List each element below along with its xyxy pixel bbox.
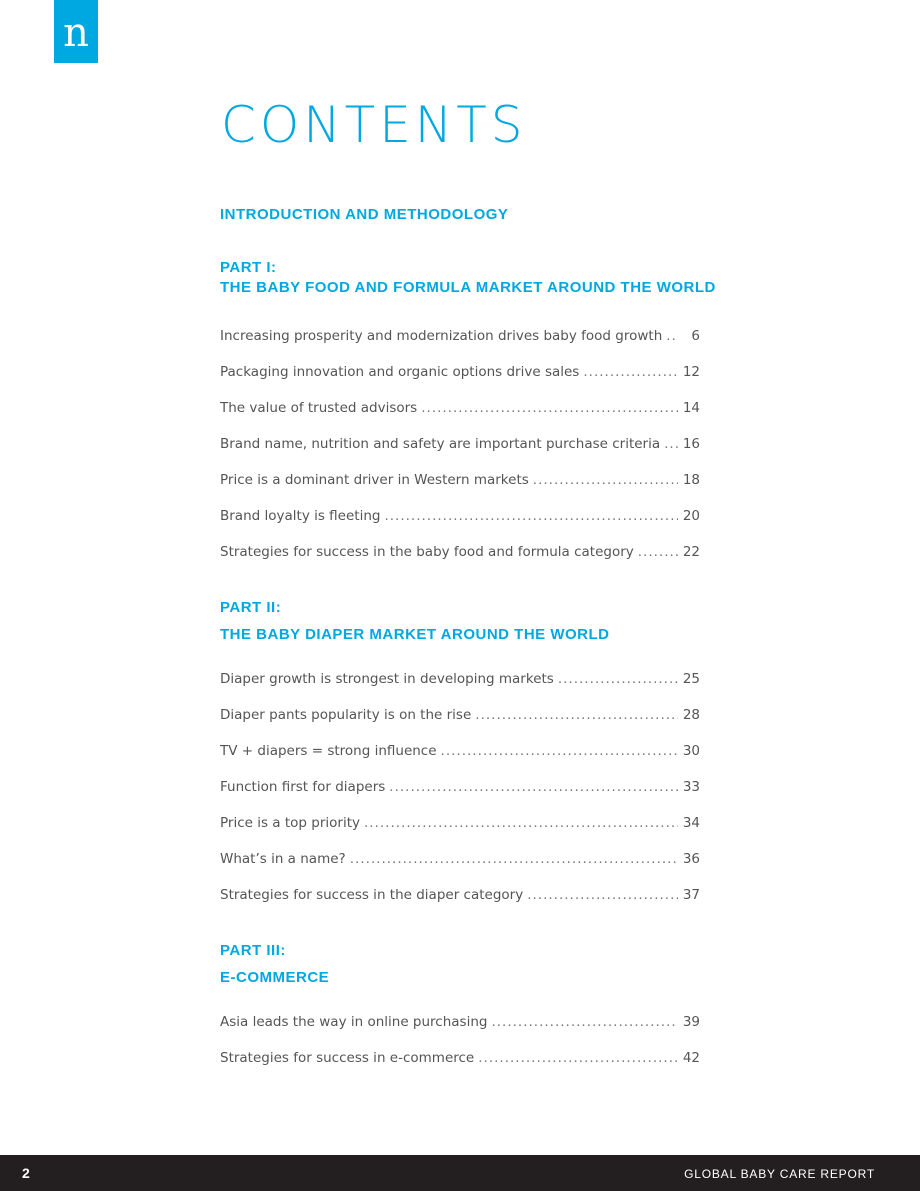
toc-entry-label: Diaper pants popularity is on the rise xyxy=(220,707,472,723)
dot-leader xyxy=(491,1014,678,1030)
toc-entry[interactable] xyxy=(220,671,700,691)
intro-heading: INTRODUCTION AND METHODOLOGY xyxy=(220,206,509,223)
toc-entry-label: Price is a top priority xyxy=(220,815,360,831)
toc-entry[interactable] xyxy=(220,472,700,492)
toc-entry-label: The value of trusted advisors xyxy=(220,400,418,416)
toc-entry[interactable] xyxy=(220,1050,700,1070)
toc-entry-label: Brand name, nutrition and safety are important purchase criteria xyxy=(220,436,661,452)
dot-leader xyxy=(666,328,678,344)
dot-leader xyxy=(664,436,678,452)
toc-entry-label: Brand loyalty is fleeting xyxy=(220,508,381,524)
dot-leader xyxy=(384,508,678,524)
toc-entry-label: Asia leads the way in online purchasing xyxy=(220,1014,488,1030)
toc-entry-label: Function first for diapers xyxy=(220,779,386,795)
part3-label: PART III: xyxy=(220,942,286,959)
part2-title: THE BABY DIAPER MARKET AROUND THE WORLD xyxy=(220,626,610,643)
toc-entry-page: 14 xyxy=(682,400,700,416)
toc-entry-page: 25 xyxy=(682,671,700,687)
toc-entry-label: Strategies for success in the diaper category xyxy=(220,887,524,903)
toc-entry-page: 18 xyxy=(682,472,700,488)
toc-entry[interactable] xyxy=(220,436,700,456)
toc-entry-page: 22 xyxy=(682,544,700,560)
dot-leader xyxy=(638,544,678,560)
toc-entry[interactable] xyxy=(220,544,700,564)
toc-entry-label: Increasing prosperity and modernization drives baby food growth xyxy=(220,328,663,344)
toc-entry[interactable] xyxy=(220,328,700,348)
toc-entry[interactable] xyxy=(220,779,700,799)
toc-entry-label: Packaging innovation and organic options drive sales xyxy=(220,364,580,380)
toc-entry-page: 36 xyxy=(682,851,700,867)
toc-entry[interactable] xyxy=(220,364,700,384)
dot-leader xyxy=(558,671,678,687)
dot-leader xyxy=(475,707,678,723)
dot-leader xyxy=(441,743,678,759)
toc-entry-page: 12 xyxy=(682,364,700,380)
toc-entry-page: 6 xyxy=(691,328,700,344)
toc-entry[interactable] xyxy=(220,400,700,420)
toc-entry-page: 33 xyxy=(682,779,700,795)
dot-leader xyxy=(389,779,678,795)
toc-entry[interactable] xyxy=(220,887,700,907)
toc-entry-page: 37 xyxy=(682,887,700,903)
toc-entry-label: Strategies for success in the baby food and formula category xyxy=(220,544,634,560)
toc-entry[interactable] xyxy=(220,815,700,835)
toc-entry-label: What’s in a name? xyxy=(220,851,346,867)
toc-entry-label: Strategies for success in e-commerce xyxy=(220,1050,475,1066)
dot-leader xyxy=(533,472,678,488)
footer-page-number: 2 xyxy=(22,1165,30,1181)
toc-entry-page: 30 xyxy=(682,743,700,759)
part3-title: E-COMMERCE xyxy=(220,969,330,986)
nielsen-logo xyxy=(54,0,98,63)
toc-entry-label: Diaper growth is strongest in developing markets xyxy=(220,671,554,687)
toc-entry-page: 20 xyxy=(682,508,700,524)
dot-leader xyxy=(527,887,678,903)
toc-entry-page: 34 xyxy=(682,815,700,831)
part1-title: THE BABY FOOD AND FORMULA MARKET AROUND THE WORLD xyxy=(220,279,716,296)
toc-entry-page: 39 xyxy=(682,1014,700,1030)
page-footer xyxy=(0,1155,920,1191)
toc-entry[interactable] xyxy=(220,851,700,871)
part1-label: PART I: xyxy=(220,259,277,276)
toc-entry[interactable] xyxy=(220,1014,700,1034)
toc-entry-page: 42 xyxy=(682,1050,700,1066)
toc-entry-page: 28 xyxy=(682,707,700,723)
dot-leader xyxy=(421,400,678,416)
dot-leader xyxy=(364,815,678,831)
toc-entry[interactable] xyxy=(220,508,700,528)
toc-entry[interactable] xyxy=(220,743,700,763)
dot-leader xyxy=(478,1050,678,1066)
toc-entry[interactable] xyxy=(220,707,700,727)
logo-letter: n xyxy=(63,10,89,56)
toc-entry-page: 16 xyxy=(682,436,700,452)
toc-entry-label: Price is a dominant driver in Western markets xyxy=(220,472,529,488)
page-title: CONTENTS xyxy=(221,96,527,154)
dot-leader xyxy=(350,851,678,867)
toc-entry-label: TV + diapers = strong influence xyxy=(220,743,437,759)
footer-report-name: GLOBAL BABY CARE REPORT xyxy=(684,1167,875,1181)
dot-leader xyxy=(583,364,678,380)
part2-label: PART II: xyxy=(220,599,282,616)
